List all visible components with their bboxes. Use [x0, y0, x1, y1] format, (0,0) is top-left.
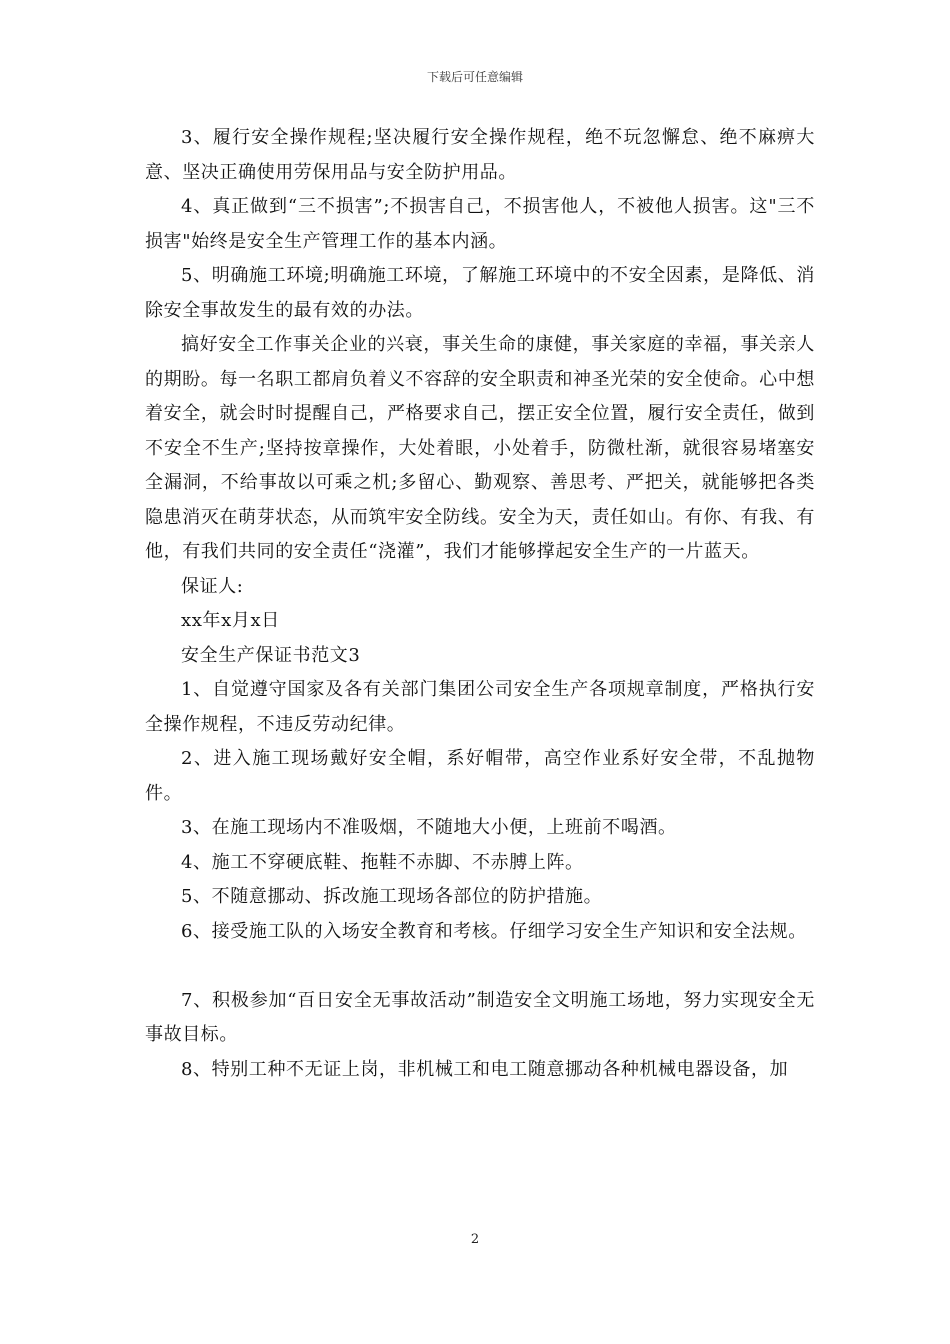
- guarantor-label: 保证人:: [181, 575, 244, 597]
- paragraph-item-5: 5、明确施工环境;明确施工环境，了解施工环境中的不安全因素，是降低、消除安全事故发生的最有效的办法。: [145, 265, 815, 321]
- rule-item-2: 2、进入施工现场戴好安全帽，系好帽带，高空作业系好安全带，不乱抛物件。: [145, 748, 815, 804]
- document-body: [145, 121, 815, 1087]
- page-header: 下载后可任意编辑: [426, 70, 523, 84]
- paragraph-item-3: 3、履行安全操作规程;坚决履行安全操作规程，绝不玩忽懈怠、绝不麻痹大意、坚决正确使用劳保用品与安全防护用品。: [145, 127, 815, 183]
- paragraph-item-4: 4、真正做到“三不损害”;不损害自己，不损害他人，不被他人损害。这"三不损害"始终是安全生产管理工作的基本内涵。: [145, 196, 815, 252]
- rule-item-7: 7、积极参加“百日安全无事故活动”制造安全文明施工场地，努力实现安全无事故目标。: [145, 989, 815, 1045]
- page-number: 2: [470, 1232, 480, 1247]
- paragraph-safety-importance: 搞好安全工作事关企业的兴衰，事关生命的康健，事关家庭的幸福，事关亲人的期盼。每一名职工都肩负着义不容辞的安全职责和神圣光荣的安全使命。心中想着安全，就会时时提醒自己，严格要求自己，摆正安全位置，履行安全责任，做到不安全不生产;坚持按章操作，大处着眼，小处着手，防微杜渐，就很容易堵塞安全漏洞，不给事故以可乘之机;多留心、勤观察、善思考、严把关，就能够把各类隐患消灭在萌芽状态，从而筑牢安全防线。安全为天，责任如山。有你、有我、有他，有我们共同的安全责任“浇灌”，我们才能够撑起安全生产的一片蓝天。: [145, 334, 815, 562]
- rule-item-3: 3、在施工现场内不准吸烟，不随地大小便，上班前不喝酒。: [181, 817, 677, 838]
- rule-item-5: 5、不随意挪动、拆改施工现场各部位的防护措施。: [181, 886, 603, 907]
- rule-item-1: 1、自觉遵守国家及各有关部门集团公司安全生产各项规章制度，严格执行安全操作规程，不违反劳动纪律。: [145, 679, 815, 735]
- date-line: xx年x月x日: [181, 610, 280, 631]
- section-title: 安全生产保证书范文3: [181, 644, 361, 666]
- rule-item-6: 6、接受施工队的入场安全教育和考核。仔细学习安全生产知识和安全法规。: [181, 920, 807, 942]
- rule-item-8: 8、特别工种不无证上岗，非机械工和电工随意挪动各种机械电器设备，加: [181, 1058, 789, 1080]
- rule-item-4: 4、施工不穿硬底鞋、拖鞋不赤脚、不赤膊上阵。: [181, 851, 584, 873]
